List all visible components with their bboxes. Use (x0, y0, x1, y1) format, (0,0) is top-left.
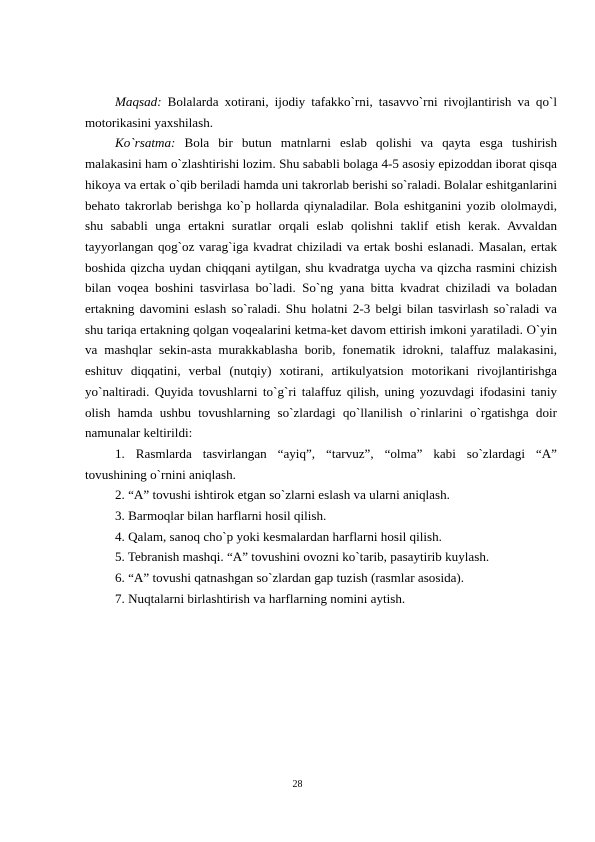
list-item-text: Qalam, sanoq cho`p yoki kesmalardan harflarni hosil qilish. (124, 528, 442, 544)
list-item (85, 568, 557, 589)
list-item-text: Barmoqlar bilan harflarni hosil qilish. (124, 508, 327, 524)
aim-paragraph (85, 92, 557, 133)
aim-label: Maqsad: (115, 94, 162, 109)
list-item (85, 485, 557, 506)
list-item-text: Tebranish mashqi. “A” tovushini ovozni ko`tarib, pasaytirib kuylash. (124, 549, 490, 565)
exercise-list (85, 444, 557, 610)
list-item (85, 547, 557, 568)
list-item-number: 6. (115, 570, 125, 586)
list-item (85, 589, 557, 610)
list-item-number: 2. (115, 487, 125, 503)
list-item-text: “A” tovushi qatnashgan so`zlardan gap tuzish (rasmlar asosida). (124, 570, 465, 586)
document-body (85, 92, 557, 610)
list-item-number: 3. (115, 508, 125, 524)
list-item (85, 444, 557, 485)
list-item-number: 5. (115, 549, 125, 565)
list-item-number: 4. (115, 528, 125, 544)
list-item-number: 1. (115, 445, 125, 461)
instruction-label: Ko`rsatma: (115, 135, 176, 151)
list-item-text: Rasmlarda tasvirlangan “ayiq”, “tarvuz”, “olma” kabi so`zlardagi “A” tovushining o`rnini aniqlash. (85, 445, 557, 482)
instruction-text: Bola bir butun matnlarni eslab qolishi va qayta esga tushirish malakasini ham o`zlashtirishi lozim. Shu sababli bolaga 4-5 asosiy epizoddan iborat qisqa hikoya va ertak o`qib beriladi hamda uni takrorlab berishi so`raladi. Bolalar eshitganlarini behato takrorlab berishga ko`p hollarda qiynaladilar. Bola eshitganini yozib ololmaydi, shu sababli unga ertakni suratlar orqali eslab qolishni taklif etish kerak. Avvaldan tayyorlangan qog`oz varag`iga kvadrat chiziladi va ertak boshi eslanadi. Masalan, ertak boshida qizcha uydan chiqqani aytilgan, shu kvadratga uycha va qizcha rasmini chizish bilan voqea boshini tasvirlasa bo`ladi. So`ng yana bitta kvadrat chiziladi va boladan ertakning davomini eslash so`raladi. Shu holatni 2-3 belgi bilan tasvirlash so`raladi va shu tariqa ertakning qolgan voqealarini ketma-ket davom ettirish imkoni yaratiladi. O`yin va mashqlar sekin-asta murakkablasha borib, fonematik idrokni, talaffuz malakasini, eshituv diqqatini, verbal (nutqiy) xotirani, artikulyatsion motorikani rivojlantirishga yo`naltiradi. Quyida tovushlarni to`g`ri talaffuz qilish, uning yozuvdagi ifodasini taniy olish hamda ushbu tovushlarning so`zlardagi qo`llanilish o`rinlarini o`rgatishga doir namunalar keltirildi: (85, 135, 557, 441)
list-item (85, 527, 557, 548)
aim-text: Bolalarda xotirani, ijodiy tafakko`rni, tasavvo`rni rivojlantirish va qo`l motorikasini yaxshilash. (85, 94, 557, 130)
list-item-text: Nuqtalarni birlashtirish va harflarning nomini aytish. (124, 590, 406, 606)
page-number: 28 (292, 779, 303, 790)
list-item-text: “A” tovushi ishtirok etgan so`zlarni eslash va ularni aniqlash. (124, 487, 450, 503)
instruction-paragraph (85, 133, 557, 444)
list-item (85, 506, 557, 527)
list-item-number: 7. (115, 590, 125, 606)
